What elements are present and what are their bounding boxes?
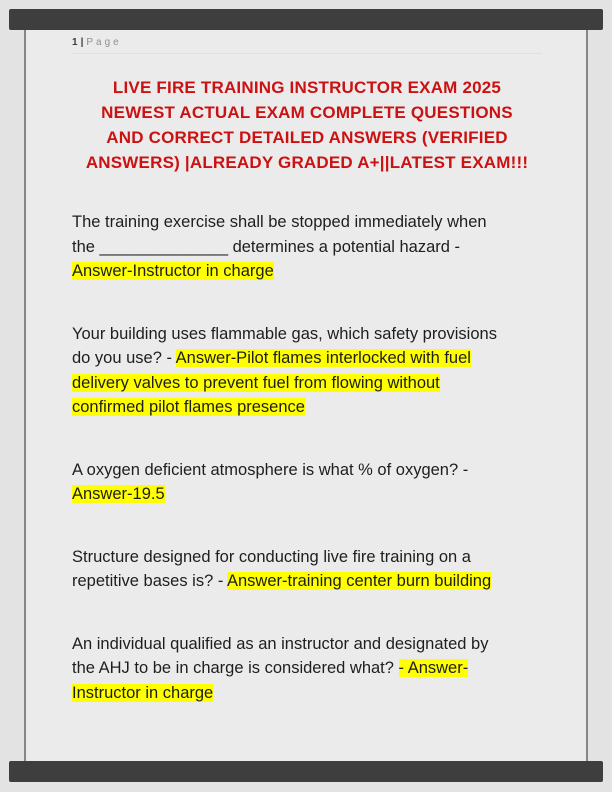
exam-qa-paragraph	[72, 322, 542, 420]
answer-highlight: Answer-19.5	[72, 485, 165, 503]
text-line	[72, 395, 542, 420]
text-line	[72, 545, 542, 570]
page-header-separator: |	[80, 37, 84, 48]
text-line	[72, 458, 542, 483]
text-line	[72, 259, 542, 284]
question-text: repetitive bases is? -	[72, 572, 227, 590]
question-text: Your building uses flammable gas, which safety provisions	[72, 324, 497, 343]
text-line	[72, 569, 542, 594]
text-line	[72, 210, 542, 235]
answer-highlight: delivery valves to prevent fuel from flowing without	[72, 373, 440, 392]
question-text: A oxygen deficient atmosphere is what % of oxygen? -	[72, 460, 469, 479]
exam-qa-paragraph	[72, 632, 542, 706]
page-header-label: Page	[86, 37, 122, 48]
question-text: the ______________ determines a potential hazard -	[72, 237, 461, 256]
document-page	[24, 22, 588, 768]
redacted-header-bar	[9, 9, 603, 30]
question-text: The training exercise shall be stopped immediately when	[72, 213, 487, 231]
answer-highlight: confirmed pilot flames presence	[72, 398, 305, 416]
answer-highlight: Answer-Pilot flames interlocked with fuel	[175, 349, 471, 367]
document-title-line: AND CORRECT DETAILED ANSWERS (VERIFIED	[106, 128, 508, 147]
answer-highlight: Answer-Instructor in charge	[72, 262, 274, 280]
page-header	[72, 36, 542, 54]
answer-highlight: Instructor in charge	[72, 683, 214, 702]
exam-qa-paragraph	[72, 210, 542, 284]
document-title-line: NEWEST ACTUAL EXAM COMPLETE QUESTIONS	[101, 103, 513, 122]
text-line	[72, 322, 542, 347]
text-line	[72, 346, 542, 371]
text-line	[72, 371, 542, 396]
answer-highlight: - Answer-	[398, 659, 469, 677]
question-text: An individual qualified as an instructor and designated by	[72, 634, 489, 653]
exam-qa-paragraph	[72, 458, 542, 507]
question-text: do you use? -	[72, 349, 176, 367]
page-number: 1	[72, 37, 78, 48]
document-title	[72, 75, 542, 175]
document-title-line: ANSWERS) |ALREADY GRADED A+||LATEST EXAM!!!	[85, 153, 529, 172]
answer-highlight: Answer-training center burn building	[227, 572, 492, 590]
text-line	[72, 235, 542, 260]
text-line	[72, 482, 542, 507]
question-text: Structure designed for conducting live fire training on a	[72, 547, 471, 566]
text-line	[72, 681, 542, 706]
document-title-line: LIVE FIRE TRAINING INSTRUCTOR EXAM 2025	[112, 78, 502, 97]
exam-qa-paragraph	[72, 545, 542, 594]
text-line	[72, 632, 542, 657]
redacted-footer-bar	[9, 761, 603, 782]
document-body	[72, 210, 542, 705]
question-text: the AHJ to be in charge is considered what?	[72, 659, 399, 677]
text-line	[72, 656, 542, 681]
